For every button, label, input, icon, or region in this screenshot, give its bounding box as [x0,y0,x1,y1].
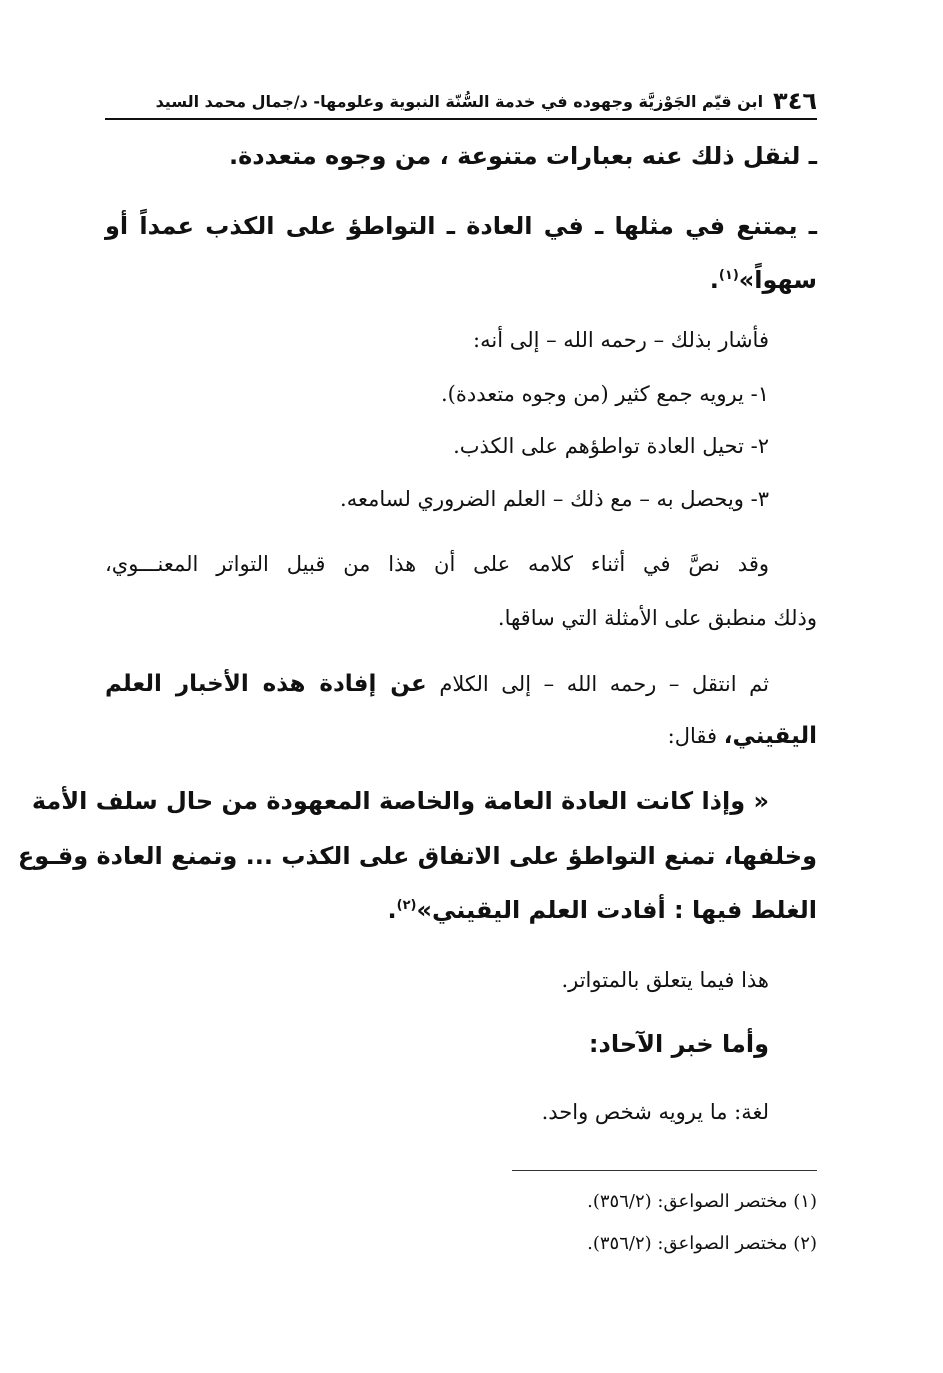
body-line-11 [105,714,817,758]
list-item-2: ٢- تحيل العادة تواطؤهم على الكذب. [453,434,769,458]
line11-bold: اليقيني، [723,723,817,749]
quote-line-1: « وإذا كانت العادة العامة والخاصة المعهودة من حال سلف الأمة [31,787,769,815]
page-header [105,86,817,120]
list-item-3: ٣- ويحصل به – مع ذلك – العلم الضروري لسامعه. [340,487,769,511]
list-item-1: ١- يرويه جمع كثير (من وجوه متعددة). [440,382,769,406]
footnote-1: (١) مختصر الصواعق: (٣٥٦/٢). [587,1191,817,1212]
period: . [709,266,719,294]
line10-regular: ثم انتقل – رحمه الله – إلى الكلام [439,672,769,696]
body-line-10 [105,662,817,706]
quote-end-text-2: الغلط فيها : أفادت العلم اليقيني» [416,896,817,924]
line10-bold: عن إفادة هذه الأخبار العلم [105,671,427,697]
footnote-ref-2: (٢) [396,898,417,913]
footnote-2: (٢) مختصر الصواعق: (٣٥٦/٢). [587,1233,817,1254]
footnote-ref-1: (١) [718,268,739,283]
body-line-3 [105,258,817,302]
body-line-8: وقد نصَّ في أثناء كلامه على أن هذا من قبيل التواتر المعنـــوي، [105,552,769,576]
footnote-divider [512,1170,817,1171]
body-line-9: وذلك منطبق على الأمثلة التي ساقها. [497,606,817,630]
body-line-17: لغة: ما يرويه شخص واحد. [541,1100,769,1124]
body-line-2: ـ يمتنع في مثلها ـ في العادة ـ التواطؤ على الكذب عمداً أو [105,212,817,240]
quote-end-text: سهواً» [738,266,817,294]
quote-line-3 [105,888,817,932]
section-heading: وأما خبر الآحاد: [588,1030,769,1058]
page-number: ٣٤٦ [773,87,817,115]
running-title: ابن قيّم الجَوْزيَّة وجهوده في خدمة السُّنّة النبوية وعلومها- د/جمال محمد السيد [155,92,764,111]
period: . [387,896,397,924]
quote-line-2: وخلفها، تمنع التواطؤ على الاتفاق على الكذب ... وتمنع العادة وقـوع [17,842,817,870]
body-line-15: هذا فيما يتعلق بالمتواتر. [561,968,769,992]
body-line-1: ـ لنقل ذلك عنه بعبارات متنوعة ، من وجوه متعددة. [229,142,817,170]
line11-regular: فقال: [667,724,724,748]
body-line-4: فأشار بذلك – رحمه الله – إلى أنه: [473,328,769,352]
